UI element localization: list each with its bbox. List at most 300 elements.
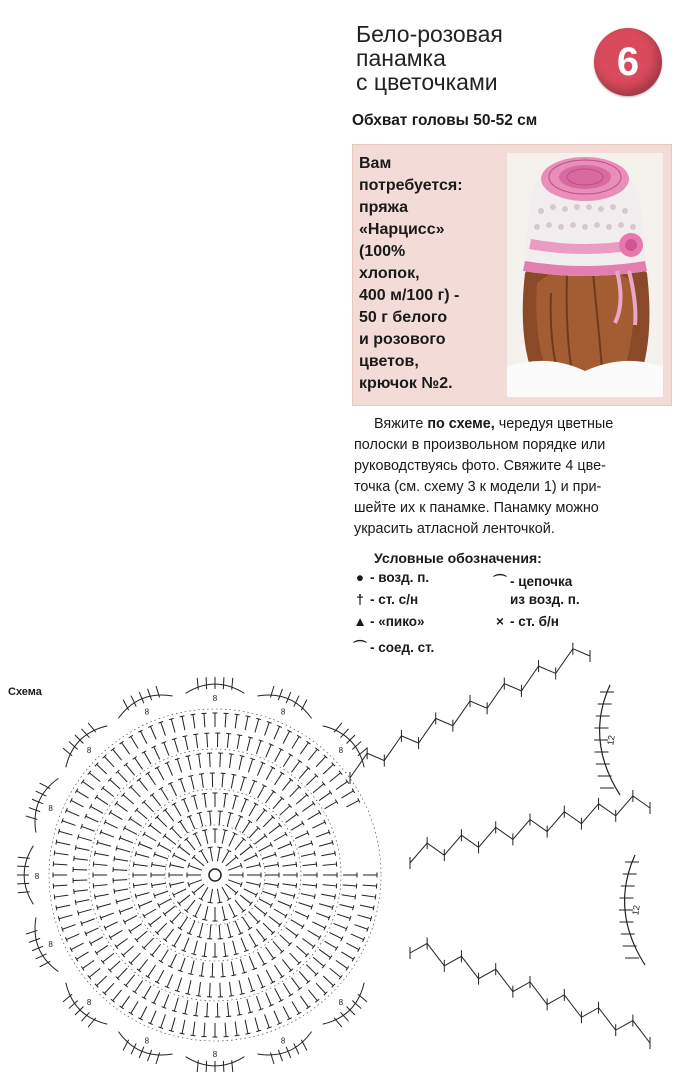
stitch-mark (157, 923, 167, 933)
stitch-crossbar (58, 916, 59, 921)
stitch-mark (148, 965, 156, 977)
stitch-mark (53, 864, 67, 865)
stitch-mark (113, 870, 127, 871)
stitch-mark (205, 906, 208, 920)
stitch-mark (313, 957, 324, 966)
stitch-crossbar (193, 1015, 198, 1016)
article-title (356, 22, 586, 94)
stitch-mark (227, 813, 230, 827)
stitch-mark (300, 743, 308, 754)
stitch-mark (113, 880, 127, 881)
stitch-mark (282, 864, 296, 866)
stitch-mark (103, 953, 114, 962)
stitch-mark (323, 885, 337, 886)
stitch-mark (136, 931, 147, 940)
stitch-mark (135, 758, 143, 770)
stitch-mark (199, 813, 202, 827)
stitch-mark (240, 846, 251, 855)
stitch-mark (269, 825, 280, 834)
stitch-mark (76, 848, 90, 851)
stitch-mark (299, 843, 312, 847)
stitch-mark (189, 816, 195, 829)
stitch-mark (235, 839, 244, 850)
stitch-mark (281, 854, 295, 858)
stitch-crossbar (191, 795, 196, 796)
stitch-crossbar (114, 856, 115, 861)
stitch-mark (139, 780, 148, 791)
instructions-line-6: украсить атласной ленточкой. (354, 521, 555, 537)
stitch-crossbar (169, 1030, 174, 1031)
stitch-mark (249, 956, 254, 969)
stitch-mark (323, 764, 333, 774)
stitch-mark (222, 773, 223, 787)
crochet-scheme-diagram (0, 640, 700, 1072)
stitch-crossbar (355, 894, 356, 899)
stitch-crossbar (312, 801, 315, 805)
stitch-mark (191, 960, 194, 974)
scallop-stitch (270, 1053, 274, 1064)
stitch-mark (210, 847, 212, 861)
stitch-mark (136, 810, 147, 819)
stitch-mark (262, 854, 275, 859)
stitch-mark (249, 804, 256, 816)
stitch-mark (354, 925, 367, 930)
title-line-2: панамка (356, 45, 446, 71)
stitch-crossbar (335, 894, 336, 899)
stitch-crossbar (115, 945, 118, 949)
stitch-mark (204, 794, 206, 808)
stitch-mark (157, 768, 164, 780)
stitch-mark (259, 899, 271, 906)
stitch-crossbar (316, 883, 317, 888)
stitch-mark (319, 843, 332, 847)
stitch-mark (226, 857, 237, 866)
stitch-crossbar (202, 919, 207, 920)
stitch-crossbar (306, 741, 310, 744)
stitch-mark (150, 1011, 156, 1024)
stitch-mark (244, 855, 257, 861)
stitch-crossbar (373, 906, 374, 911)
stitch-mark (180, 917, 188, 929)
stitch-mark (170, 865, 184, 868)
stitch-crossbar (58, 829, 59, 834)
stitch-mark (340, 905, 354, 908)
scallop-stitch (286, 692, 291, 703)
stitch-mark (186, 839, 195, 850)
stitch-mark (210, 889, 212, 903)
stitch-crossbar (278, 883, 279, 888)
stitch-mark (196, 1002, 198, 1016)
stitch-mark (222, 906, 225, 920)
stitch-mark (235, 921, 241, 934)
stitch-mark (73, 869, 87, 870)
stitch-crossbar (133, 883, 134, 888)
stitch-mark (171, 719, 175, 732)
stitch-crossbar (95, 851, 96, 856)
stitch-crossbar (54, 895, 55, 900)
stitch-mark (222, 851, 229, 863)
stitch-mark (248, 759, 252, 772)
stitch-mark (113, 749, 122, 760)
stitch-mark (174, 804, 181, 816)
stitch-mark (299, 768, 308, 779)
stitch-crossbar (314, 851, 315, 856)
stitch-mark (196, 734, 198, 748)
stitch-mark (71, 800, 83, 806)
stitch-mark (172, 912, 181, 922)
loop-count-label: 8 (34, 872, 40, 881)
stitch-mark (164, 906, 175, 915)
stitch-mark (227, 734, 228, 748)
stitch-crossbar (114, 889, 115, 894)
stitch-mark (241, 799, 246, 812)
stitch-mark (76, 900, 90, 903)
stitch-mark (91, 937, 103, 944)
stitch-crossbar (74, 889, 75, 894)
stitch-mark (262, 891, 275, 896)
stitch-mark (274, 773, 282, 785)
stitch-mark (316, 757, 326, 767)
stitch-mark (219, 925, 220, 939)
stitch-mark (247, 999, 250, 1013)
stitch-crossbar (196, 996, 201, 997)
legend-chain-stitch (350, 570, 429, 585)
stitch-mark (204, 1023, 205, 1037)
stitch-crossbar (188, 775, 193, 776)
stitch-mark (189, 880, 202, 885)
stitch-mark (363, 885, 377, 886)
stitch-mark (110, 961, 120, 970)
stitch-crossbar (81, 966, 84, 970)
stitch-mark (257, 974, 263, 987)
stitch-mark (161, 1014, 166, 1027)
scallop-stitch (156, 1053, 160, 1064)
stitch-mark (110, 930, 122, 937)
stitch-mark (278, 844, 291, 849)
stitch-crossbar (135, 894, 136, 899)
stitch-mark (274, 834, 286, 841)
stitch-mark (222, 963, 223, 977)
stitch-mark (222, 830, 225, 844)
stitch-mark (188, 980, 191, 994)
instructions-line-1c: чередуя цветные (494, 416, 614, 432)
stitch-crossbar (97, 905, 98, 910)
stitch-mark (306, 776, 316, 786)
scallop-stitch (32, 946, 43, 951)
stitch-mark (164, 994, 169, 1007)
stitch-crossbar (280, 772, 284, 775)
legend-chain-cont-text: из возд. п. (510, 592, 580, 607)
stitch-crossbar (129, 817, 132, 821)
stitch-mark (343, 885, 357, 886)
stitch-crossbar (242, 777, 247, 778)
instructions-line-5: шейте их к панамке. Панамку можно (354, 500, 599, 516)
scheme-label: Схема (8, 686, 42, 698)
stitch-mark (124, 828, 136, 834)
stitch-mark (86, 816, 99, 822)
stitch-mark (89, 773, 100, 782)
stitch-mark (56, 842, 70, 845)
stitch-crossbar (235, 714, 240, 715)
stitch-crossbar (116, 846, 117, 851)
stitch-crossbar (95, 894, 96, 899)
scallop-stitch (26, 930, 37, 934)
stitch-mark (303, 884, 317, 885)
stitch-mark (333, 923, 346, 928)
stitch-mark (110, 780, 120, 789)
stitch-mark (205, 830, 208, 844)
stitch-mark (184, 799, 189, 812)
scallop-stitch (32, 799, 43, 804)
stitch-crossbar (190, 1035, 195, 1036)
stitch-mark (83, 782, 94, 790)
stitch-mark (114, 859, 128, 861)
stitch-crossbar (246, 716, 251, 717)
stitch-mark (316, 832, 329, 837)
stitch-crossbar (296, 862, 297, 867)
stitch-mark (242, 821, 250, 833)
stitch-mark (308, 749, 317, 760)
stitch-mark (282, 780, 291, 791)
stitch-mark (97, 764, 107, 774)
stitch-mark (117, 898, 131, 902)
stitch-crossbar (235, 1035, 240, 1036)
stitch-mark (152, 883, 166, 885)
stitch-mark (256, 929, 265, 940)
scallop-stitch (206, 677, 207, 689)
materials-line: Вам (359, 155, 392, 172)
title-line-3: с цветочками (356, 69, 498, 95)
stitch-mark (266, 947, 274, 958)
stitch-crossbar (191, 954, 196, 955)
stitch-mark (116, 938, 127, 946)
materials-line: «Нарцисс» (359, 221, 445, 238)
stitch-mark (219, 811, 220, 825)
stitch-mark (351, 934, 364, 940)
stitch-crossbar (190, 714, 195, 715)
stitch-crossbar (151, 883, 152, 888)
scallop-stitch (278, 1050, 282, 1061)
stitch-mark (59, 915, 72, 919)
stitch-mark (195, 904, 201, 917)
instructions-line-1b: по схеме, (427, 416, 495, 432)
stitch-mark (152, 944, 161, 955)
stitch-crossbar (256, 1030, 261, 1031)
stitch-mark (362, 895, 376, 897)
stitch-mark (164, 836, 175, 845)
stitch-mark (172, 828, 181, 838)
stitch-mark (82, 919, 95, 924)
stitch-crossbar (146, 975, 150, 978)
stitch-mark (227, 1002, 228, 1016)
stitch-crossbar (231, 975, 236, 976)
stitch-crossbar (217, 902, 222, 903)
stitch-mark (154, 990, 160, 1003)
scallop-stitch (139, 1047, 144, 1058)
loop-count-label: 8 (338, 997, 344, 1007)
stitch-mark (105, 822, 118, 828)
stitch-mark (118, 968, 128, 978)
materials-line: 50 г белого (359, 309, 448, 326)
stitch-mark (179, 846, 190, 855)
stitch-mark (254, 906, 265, 915)
scallop-stitch (347, 735, 355, 743)
stitch-mark (229, 754, 231, 768)
scallop-stitch (26, 816, 37, 820)
scallop-arc (323, 983, 364, 1024)
stitch-crossbar (329, 956, 332, 960)
stitch-mark (140, 1006, 146, 1018)
stitch-crossbar (223, 830, 228, 831)
legend-picot-text: - «пико» (370, 614, 425, 629)
stitch-mark (316, 913, 329, 918)
stitch-mark (182, 716, 185, 730)
scallop-stitch (347, 1007, 355, 1015)
loop-count-label: 8 (144, 1036, 150, 1046)
stitch-mark (161, 789, 168, 801)
materials-line: цветов, (359, 353, 419, 370)
stitch-crossbar (278, 862, 279, 867)
materials-line: 400 м/100 г) - (359, 287, 460, 304)
stitch-crossbar (237, 735, 242, 736)
stitch-mark (264, 864, 278, 866)
stitch-crossbar (295, 812, 298, 816)
stitch-mark (227, 923, 230, 937)
loop-count-label: 8 (280, 1036, 286, 1046)
stitch-crossbar (353, 905, 354, 910)
stitch-mark (170, 783, 176, 796)
tie-strips (350, 643, 650, 1049)
stitch-mark (233, 796, 237, 810)
loop-count-label: 8 (86, 746, 92, 756)
stitch-mark (291, 978, 299, 989)
stitch-mark (283, 983, 290, 995)
stitch-mark (89, 968, 100, 977)
legend-chain-cont (490, 592, 580, 607)
stitch-crossbar (229, 996, 234, 997)
scallop-stitch (148, 1050, 152, 1061)
stitch-crossbar (133, 756, 137, 759)
stitch-mark (280, 935, 290, 944)
stitch-mark (346, 943, 358, 949)
head-size-subtitle: Обхват головы 50-52 см (352, 112, 538, 129)
stitch-mark (292, 1001, 299, 1013)
stitch-mark (256, 810, 265, 821)
scallop-stitch (301, 700, 307, 711)
stitch-mark (140, 731, 146, 743)
stitch-crossbar (169, 718, 174, 719)
stitch-mark (341, 791, 353, 798)
stitch-mark (245, 716, 248, 730)
loop-count-label: 8 (212, 694, 218, 703)
scallop-stitch (40, 783, 51, 789)
stitch-mark (77, 952, 89, 959)
stitch-mark (237, 735, 239, 749)
stitch-mark (228, 880, 241, 885)
stitch-mark (249, 781, 254, 794)
stitch-mark (258, 952, 265, 964)
stitch-mark (204, 942, 206, 956)
stitch-mark (237, 1001, 239, 1015)
stitch-mark (220, 753, 221, 767)
stitch-crossbar (346, 780, 349, 784)
stitch-crossbar (298, 760, 302, 763)
stitch-mark (148, 773, 156, 785)
stitch-mark (229, 834, 235, 847)
stitch-crossbar (237, 1014, 242, 1015)
stitch-mark (86, 928, 99, 934)
stitch-mark (325, 802, 337, 809)
stitch-mark (55, 853, 69, 855)
stitch-mark (97, 904, 110, 908)
stitch-mark (283, 755, 290, 767)
stitch-mark (177, 978, 181, 991)
stitch-mark (290, 953, 300, 963)
stitch-crossbar (296, 883, 297, 888)
center-ring (209, 869, 221, 881)
stitch-mark (302, 803, 313, 811)
stitch-mark (254, 836, 265, 845)
stitch-crossbar (202, 793, 207, 794)
stitch-mark (360, 905, 374, 908)
stitch-mark (303, 864, 317, 865)
stitch-mark (201, 851, 208, 863)
stitch-mark (274, 1011, 280, 1024)
stitch-mark (179, 895, 190, 904)
stitch-crossbar (75, 845, 76, 850)
chain-arc-icon: ⌒ (493, 574, 507, 589)
stitch-mark (105, 922, 118, 928)
stitch-mark (97, 976, 107, 986)
stitch-mark (139, 959, 148, 970)
stitch-crossbar (332, 905, 333, 910)
loop-count-label: 8 (338, 746, 344, 756)
stitch-mark (358, 915, 371, 919)
stitch-mark (341, 952, 353, 959)
stitch-crossbar (316, 862, 317, 867)
stitch-crossbar (54, 850, 55, 855)
scallop-arc (323, 726, 364, 767)
tie-count-label: 12 (630, 904, 642, 916)
stitch-mark (312, 822, 325, 828)
stitch-mark (282, 959, 291, 970)
stitch-mark (95, 853, 109, 855)
stitch-mark (220, 983, 221, 997)
stitch-crossbar (178, 820, 182, 823)
stitch-crossbar (248, 820, 252, 823)
stitch-mark (180, 779, 185, 792)
stitch-mark (101, 832, 114, 837)
double-crochet-icon: † (356, 592, 364, 607)
scallop-stitch (123, 1040, 129, 1051)
stitch-mark (217, 889, 219, 903)
stitch-crossbar (129, 929, 132, 933)
stitch-mark (295, 833, 308, 839)
stitch-mark (126, 764, 135, 775)
stitch-crossbar (228, 936, 233, 937)
chain-stitch-icon: ● (355, 570, 365, 585)
stitch-mark (244, 889, 257, 895)
stitch-mark (167, 763, 173, 776)
stitch-mark (152, 864, 166, 866)
stitch-mark (93, 864, 107, 865)
stitch-mark (281, 893, 295, 897)
stitch-mark (282, 884, 296, 886)
stitch-mark (280, 806, 290, 815)
loop-count-label: 8 (280, 707, 286, 717)
stitch-mark (136, 854, 150, 858)
stitch-mark (144, 986, 151, 998)
